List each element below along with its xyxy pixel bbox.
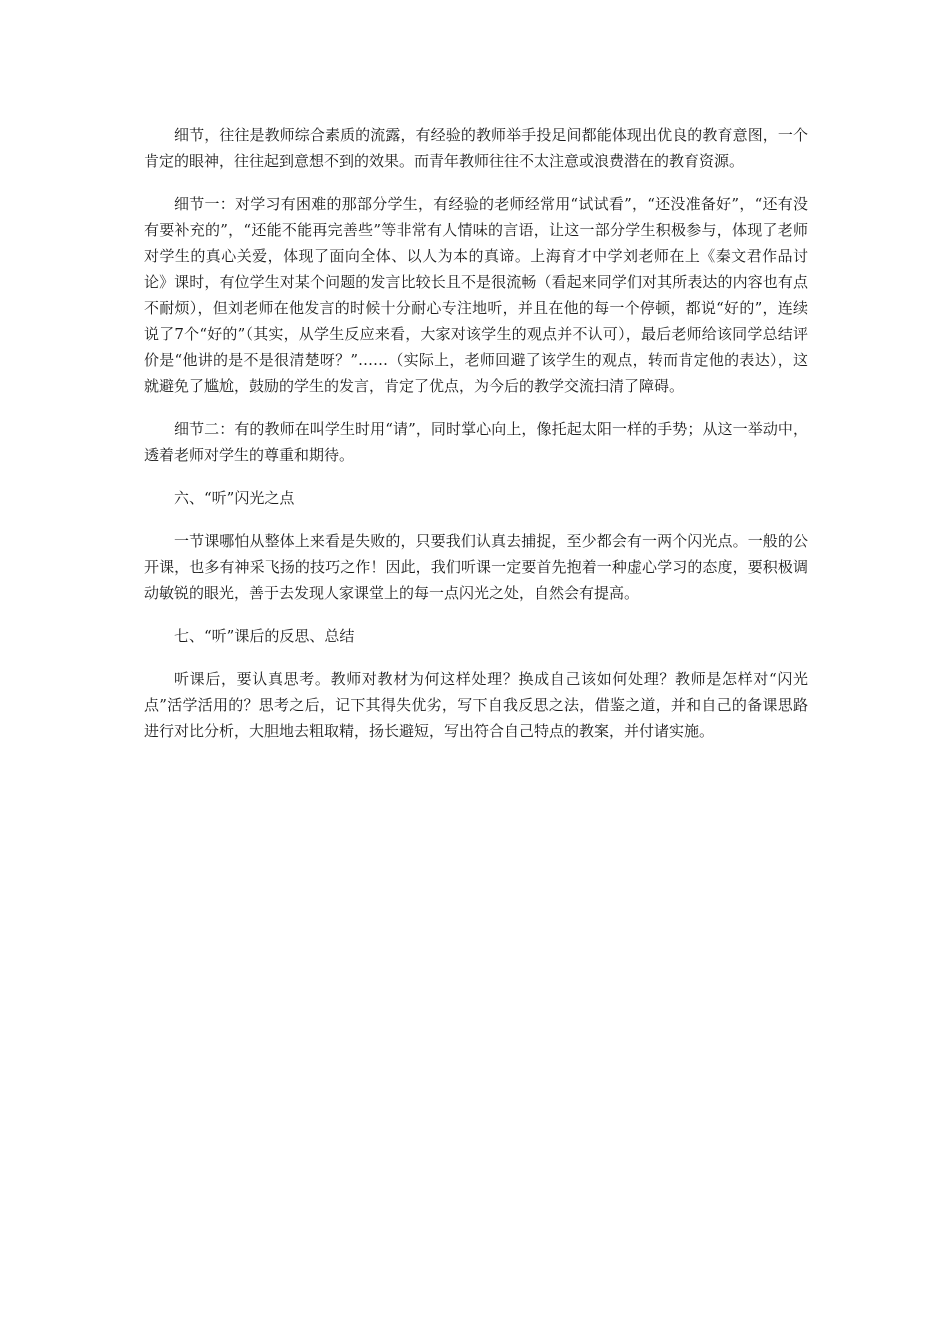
paragraph-detail-one: 细节一：对学习有困难的那部分学生，有经验的老师经常用“试试看”，“还没准备好”，“还有没有要补充的”，“还能不能再完善些”等非常有人情味的言语，让这一部分学生积极参与，体现了老师对学生的真心关爱，体现了面向全体、以人为本的真谛。上海育才中学刘老师在上《秦文君作品讨论》课时，有位学生对某个问题的发言比较长且不是很流畅（看起来同学们对其所表达的内容也有点不耐烦），但刘老师在他发言的时候十分耐心专注地听，并且在他的每一个停顿，都说“好的”，连续说了7个“好的”（其实，从学生反应来看，大家对该学生的观点并不认可），最后老师给该同学总结评价是“他讲的是不是很清楚呀？”……（实际上，老师回避了该学生的观点，转而肯定他的表达），这就避免了尴尬，鼓励的学生的发言，肯定了优点，为今后的教学交流扫清了障碍。 (144, 195, 808, 395)
paragraph-intro: 细节，往往是教师综合素质的流露，有经验的教师举手投足间都能体现出优良的教育意图，一个肯定的眼神，往往起到意想不到的效果。而青年教师往往不太注意或浪费潜在的教育资源。 (144, 126, 808, 170)
document-body (144, 122, 808, 761)
section-heading-six: 六、“听”闪光之点 (174, 489, 295, 507)
paragraph-section-six: 一节课哪怕从整体上来看是失败的，只要我们认真去捕捉，至少都会有一两个闪光点。一般的公开课，也多有神采飞扬的技巧之作！因此，我们听课一定要首先抱着一种虚心学习的态度，要积极调动敏锐的眼光，善于去发现人家课堂上的每一点闪光之处，自然会有提高。 (144, 532, 808, 602)
paragraph-section-seven: 听课后，要认真思考。教师对教材为何这样处理？换成自己该如何处理？教师是怎样对“闪光点”活学活用的？思考之后，记下其得失优劣，写下自我反思之法，借鉴之道，并和自己的备课思路进行对比分析，大胆地去粗取精，扬长避短，写出符合自己特点的教案，并付诸实施。 (144, 670, 808, 740)
section-heading-seven: 七、“听”课后的反思、总结 (174, 627, 355, 645)
paragraph-detail-two: 细节二：有的教师在叫学生时用“请”，同时掌心向上，像托起太阳一样的手势；从这一举动中，透着老师对学生的尊重和期待。 (144, 420, 808, 464)
